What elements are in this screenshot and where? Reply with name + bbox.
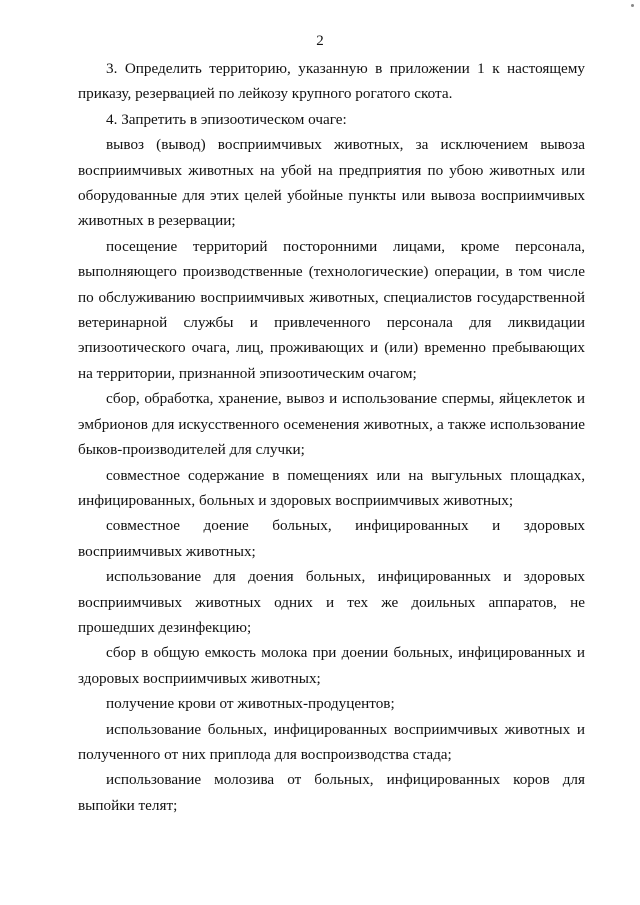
prohibition-breeding: использование больных, инфицированных восприимчивых животных и полученного от них приплода для воспроизводства стада; <box>78 720 585 763</box>
document-body <box>78 56 585 818</box>
paragraph-item-4: 4. Запретить в эпизоотическом очаге: <box>106 110 347 128</box>
paragraph-item-3: 3. Определить территорию, указанную в приложении 1 к настоящему приказу, резервацией по лейкозу крупного рогатого скота. <box>78 60 585 103</box>
scan-speck <box>631 4 634 7</box>
prohibition-joint-milking: совместное доение больных, инфицированных и здоровых восприимчивых животных; <box>78 517 585 560</box>
prohibition-visits: посещение территорий посторонними лицами, кроме персонала, выполняющего производственные (технологические) операции, в том числе по обслуживанию восприимчивых животных, специалистов государственной ветеринарной службы и привлеченного персонала для ликвидации эпизоотического очага, лиц, проживающих и (или) временно пребывающих на территории, признанной эпизоотическим очагом; <box>78 237 585 382</box>
prohibition-colostrum: использование молозива от больных, инфицированных коров для выпойки телят; <box>78 771 585 814</box>
page-number: 2 <box>316 33 324 49</box>
prohibition-joint-keeping: совместное содержание в помещениях или на выгульных площадках, инфицированных, больных и здоровых восприимчивых животных; <box>78 466 585 509</box>
prohibition-blood: получение крови от животных-продуцентов; <box>106 695 395 713</box>
prohibition-export: вывоз (вывод) восприимчивых животных, за исключением вывоза восприимчивых животных на убой на предприятия по убою животных или оборудованные для этих целей убойные пункты или вывоза восприимчивых животных в резервации; <box>78 136 585 230</box>
prohibition-shared-apparatus: использование для доения больных, инфицированных и здоровых восприимчивых животных одних и тех же доильных аппаратов, не прошедших дезинфекцию; <box>78 568 585 636</box>
prohibition-semen: сбор, обработка, хранение, вывоз и использование спермы, яйцеклеток и эмбрионов для искусственного осеменения животных, а также использование быков-производителей для случки; <box>78 390 585 459</box>
prohibition-milk-collection: сбор в общую емкость молока при доении больных, инфицированных и здоровых восприимчивых животных; <box>78 644 585 687</box>
